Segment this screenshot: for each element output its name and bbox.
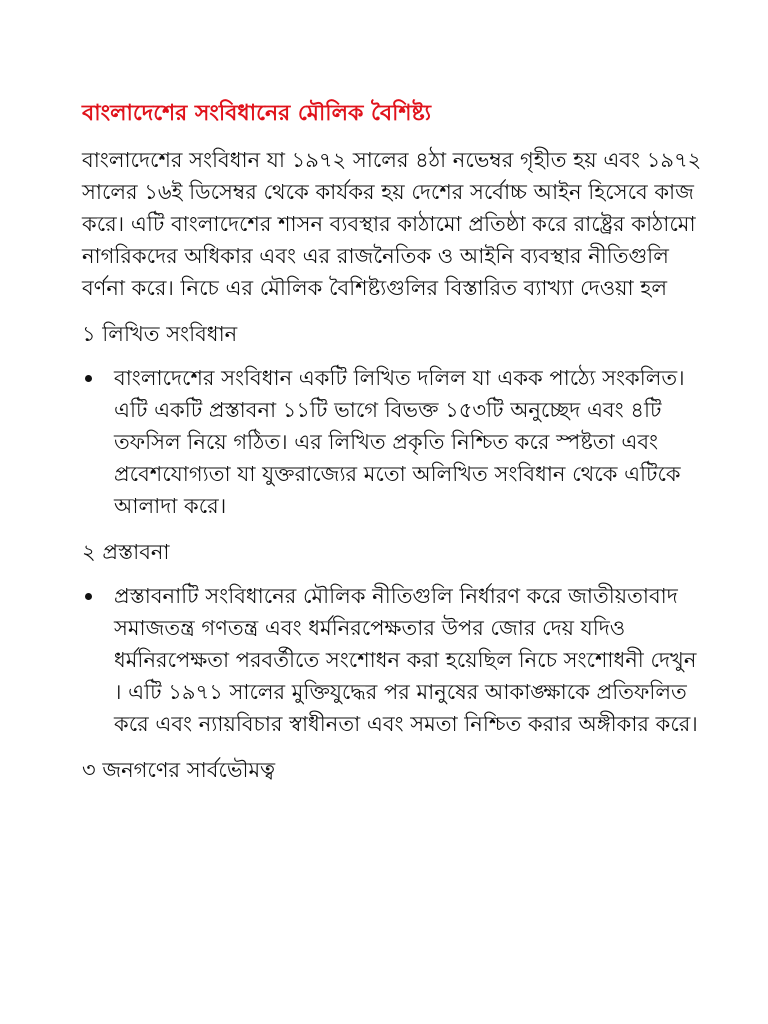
bullet-icon [85, 593, 92, 600]
bullet-icon [85, 375, 92, 382]
intro-paragraph: বাংলাদেশের সংবিধান যা ১৯৭২ সালের ৪ঠা নভেম্বর গৃহীত হয় এবং ১৯৭২ সালের ১৬ই ডিসেম্বর থেকে কার্যকর হয় দেশের সর্বোচ্চ আইন হিসেবে কাজ করে। এটি বাংলাদেশের শাসন ব্যবস্থার কাঠামো প্রতিষ্ঠা করে রাষ্ট্রের কাঠামো নাগরিকদের অধিকার এবং এর রাজনৈতিক ও আইনি ব্যবস্থার নীতিগুলি বর্ণনা করে। নিচে এর মৌলিক বৈশিষ্ট্যগুলির বিস্তারিত ব্যাখ্যা দেওয়া হল [82, 148, 702, 300]
list-item-text: প্রস্তাবনাটি সংবিধানের মৌলিক নীতিগুলি নির্ধারণ করে জাতীয়তাবাদ সমাজতন্ত্র গণতন্ত্র এবং ধর্মনিরপেক্ষতার উপর জোর দেয় যদিও ধর্মনিরপেক্ষতা পরবর্তীতে সংশোধন করা হয়েছিল নিচে সংশোধনী দেখুন । এটি ১৯৭১ সালের মুক্তিযুদ্ধের পর মানুষের আকাঙ্ক্ষাকে প্রতিফলিত করে এবং ন্যায়বিচার স্বাধীনতা এবং সমতা নিশ্চিত করার অঙ্গীকার করে। [114, 584, 698, 736]
list-item [82, 580, 708, 740]
list-item [82, 362, 708, 522]
section-heading-written-constitution: ১ লিখিত সংবিধান [82, 322, 238, 346]
section-2-bullet-list [82, 580, 708, 740]
section-heading-preamble: ২ প্রস্তাবনা [82, 540, 170, 564]
section-heading-popular-sovereignty: ৩ জনগণের সার্বভৌমত্ব [82, 758, 276, 782]
list-item-text: বাংলাদেশের সংবিধান একটি লিখিত দলিল যা একক পাঠ্যে সংকলিত। এটি একটি প্রস্তাবনা ১১টি ভাগে বিভক্ত ১৫৩টি অনুচ্ছেদ এবং ৪টি তফসিল নিয়ে গঠিত। এর লিখিত প্রকৃতি নিশ্চিত করে স্পষ্টতা এবং প্রবেশযোগ্যতা যা যুক্তরাজ্যের মতো অলিখিত সংবিধান থেকে এটিকে আলাদা করে। [114, 366, 685, 518]
section-1-bullet-list [82, 362, 708, 522]
document-title: বাংলাদেশের সংবিধানের মৌলিক বৈশিষ্ট্য [82, 101, 432, 126]
